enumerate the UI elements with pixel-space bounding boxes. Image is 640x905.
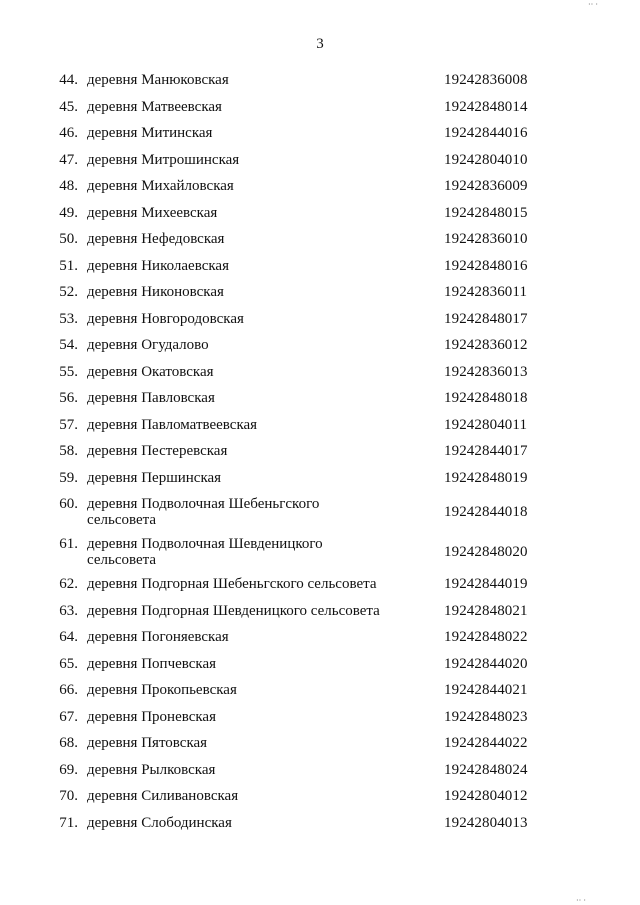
- oktmo-code: 19242844019: [444, 576, 528, 592]
- row-number: 59.: [59, 469, 78, 486]
- oktmo-code: 19242848024: [444, 761, 528, 778]
- row-number: 44.: [59, 72, 78, 88]
- oktmo-code: 19242848016: [444, 257, 528, 274]
- table-row: [0, 311, 640, 338]
- settlement-name: деревня Подгорная Шевденицкого сельсовета: [87, 602, 380, 619]
- oktmo-code: 19242836008: [444, 72, 528, 88]
- settlement-name: деревня Прокопьевская: [87, 682, 237, 698]
- settlement-name: деревня Нефедовская: [87, 231, 225, 247]
- oktmo-code: 19242848022: [444, 629, 528, 645]
- oktmo-code: 19242848017: [444, 310, 528, 327]
- oktmo-code: 19242844021: [444, 682, 528, 698]
- oktmo-code: 19242836013: [444, 363, 528, 380]
- row-number: 45.: [59, 98, 78, 115]
- settlement-name: деревня Першинская: [87, 469, 222, 486]
- row-number: 70.: [59, 788, 78, 804]
- table-row: [0, 656, 640, 683]
- row-number: 67.: [59, 708, 78, 725]
- settlement-name: деревня Павломатвеевская: [87, 416, 258, 433]
- settlement-name: деревня Рылковская: [87, 761, 216, 778]
- oktmo-code: 19242836012: [444, 337, 528, 353]
- table-row: [0, 443, 640, 470]
- table-row: [0, 337, 640, 364]
- table-row: [0, 72, 640, 99]
- settlement-name: деревня Проневская: [87, 708, 216, 725]
- table-row: [0, 231, 640, 258]
- oktmo-code: 19242848021: [444, 602, 528, 619]
- scan-artifact-mark: ·· ·: [576, 896, 586, 905]
- settlement-name: деревня Митинская: [87, 125, 213, 141]
- table-row: [0, 788, 640, 815]
- row-number: 54.: [59, 337, 78, 353]
- row-number: 63.: [59, 602, 78, 619]
- table-row: [0, 99, 640, 126]
- table-row: [0, 762, 640, 789]
- settlement-name: деревня Никоновская: [87, 284, 224, 300]
- settlement-name: деревня Погоняевская: [87, 629, 229, 645]
- table-row: [0, 709, 640, 736]
- table-row: [0, 205, 640, 232]
- oktmo-code: 19242804013: [444, 814, 528, 831]
- row-number: 69.: [59, 761, 78, 778]
- row-number: 53.: [59, 310, 78, 327]
- row-number: 49.: [59, 204, 78, 221]
- oktmo-code: 19242848014: [444, 98, 528, 115]
- table-row: [0, 364, 640, 391]
- row-number: 56.: [59, 390, 78, 406]
- oktmo-code: 19242836010: [444, 231, 528, 247]
- settlement-name: деревня Павловская: [87, 390, 215, 406]
- table-row: [0, 417, 640, 444]
- oktmo-code: 19242804012: [444, 788, 528, 804]
- row-number: 58.: [59, 443, 78, 459]
- table-row: [0, 603, 640, 630]
- table-row: [0, 470, 640, 497]
- oktmo-code: 19242844020: [444, 655, 528, 672]
- row-number: 64.: [59, 629, 78, 645]
- table-row: [0, 576, 640, 603]
- oktmo-code: 19242844022: [444, 735, 528, 751]
- settlement-name: деревня Подволочная Шевденицкого: [87, 536, 323, 552]
- oktmo-code: 19242836009: [444, 178, 528, 194]
- table-row: [0, 258, 640, 285]
- settlement-name: деревня Новгородовская: [87, 310, 244, 327]
- settlement-name: деревня Слободинская: [87, 814, 232, 831]
- oktmo-code: 19242844017: [444, 443, 528, 459]
- settlement-name: деревня Пятовская: [87, 735, 208, 751]
- table-row: [0, 496, 640, 536]
- row-number: 52.: [59, 284, 78, 300]
- oktmo-code: 19242804011: [444, 416, 528, 433]
- settlement-name: деревня Силивановская: [87, 788, 239, 804]
- row-number: 47.: [59, 151, 78, 168]
- settlement-name: деревня Николаевская: [87, 257, 229, 274]
- oktmo-code: 19242848019: [444, 469, 528, 486]
- row-number: 46.: [59, 125, 78, 141]
- settlement-name: деревня Манюковская: [87, 72, 229, 88]
- table-row: [0, 815, 640, 842]
- settlement-name: деревня Михайловская: [87, 178, 234, 194]
- oktmo-code: 19242848015: [444, 204, 528, 221]
- oktmo-code: 19242848018: [444, 390, 528, 406]
- table-row: [0, 390, 640, 417]
- table-row: [0, 152, 640, 179]
- row-number: 55.: [59, 363, 78, 380]
- oktmo-code: 19242848020: [444, 544, 528, 560]
- row-number: 68.: [59, 735, 78, 751]
- settlement-name: деревня Подволочная Шебеньгского: [87, 496, 320, 512]
- settlement-name: деревня Попчевская: [87, 655, 217, 672]
- settlement-name-continued: сельсовета: [87, 552, 157, 568]
- settlement-name: деревня Михеевская: [87, 204, 218, 221]
- row-number: 60.: [59, 496, 78, 512]
- scan-artifact-mark: ·· ·: [588, 0, 598, 9]
- row-number: 66.: [59, 682, 78, 698]
- row-number: 50.: [59, 231, 78, 247]
- row-number: 71.: [59, 814, 78, 831]
- oktmo-code: 19242836011: [444, 284, 528, 300]
- table-row: [0, 735, 640, 762]
- oktmo-code: 19242804010: [444, 151, 528, 168]
- settlement-name: деревня Митрошинская: [87, 151, 240, 168]
- table-row: [0, 284, 640, 311]
- table-row: [0, 178, 640, 205]
- oktmo-code: 19242848023: [444, 708, 528, 725]
- settlement-name-continued: сельсовета: [87, 512, 157, 528]
- row-number: 48.: [59, 178, 78, 194]
- settlement-name: деревня Окатовская: [87, 363, 214, 380]
- table-row: [0, 629, 640, 656]
- settlement-name: деревня Огудалово: [87, 337, 209, 353]
- oktmo-code: 19242844016: [444, 125, 528, 141]
- table-row: [0, 125, 640, 152]
- settlement-name: деревня Матвеевская: [87, 98, 222, 115]
- settlement-name: деревня Пестеревская: [87, 443, 228, 459]
- settlement-name: деревня Подгорная Шебеньгского сельсовета: [87, 576, 377, 592]
- row-number: 65.: [59, 655, 78, 672]
- row-number: 61.: [59, 536, 78, 552]
- table-row: [0, 682, 640, 709]
- row-number: 57.: [59, 416, 78, 433]
- row-number: 62.: [59, 576, 78, 592]
- page-number: 3: [316, 36, 324, 52]
- table-row: [0, 536, 640, 576]
- oktmo-code: 19242844018: [444, 504, 528, 520]
- row-number: 51.: [59, 257, 78, 274]
